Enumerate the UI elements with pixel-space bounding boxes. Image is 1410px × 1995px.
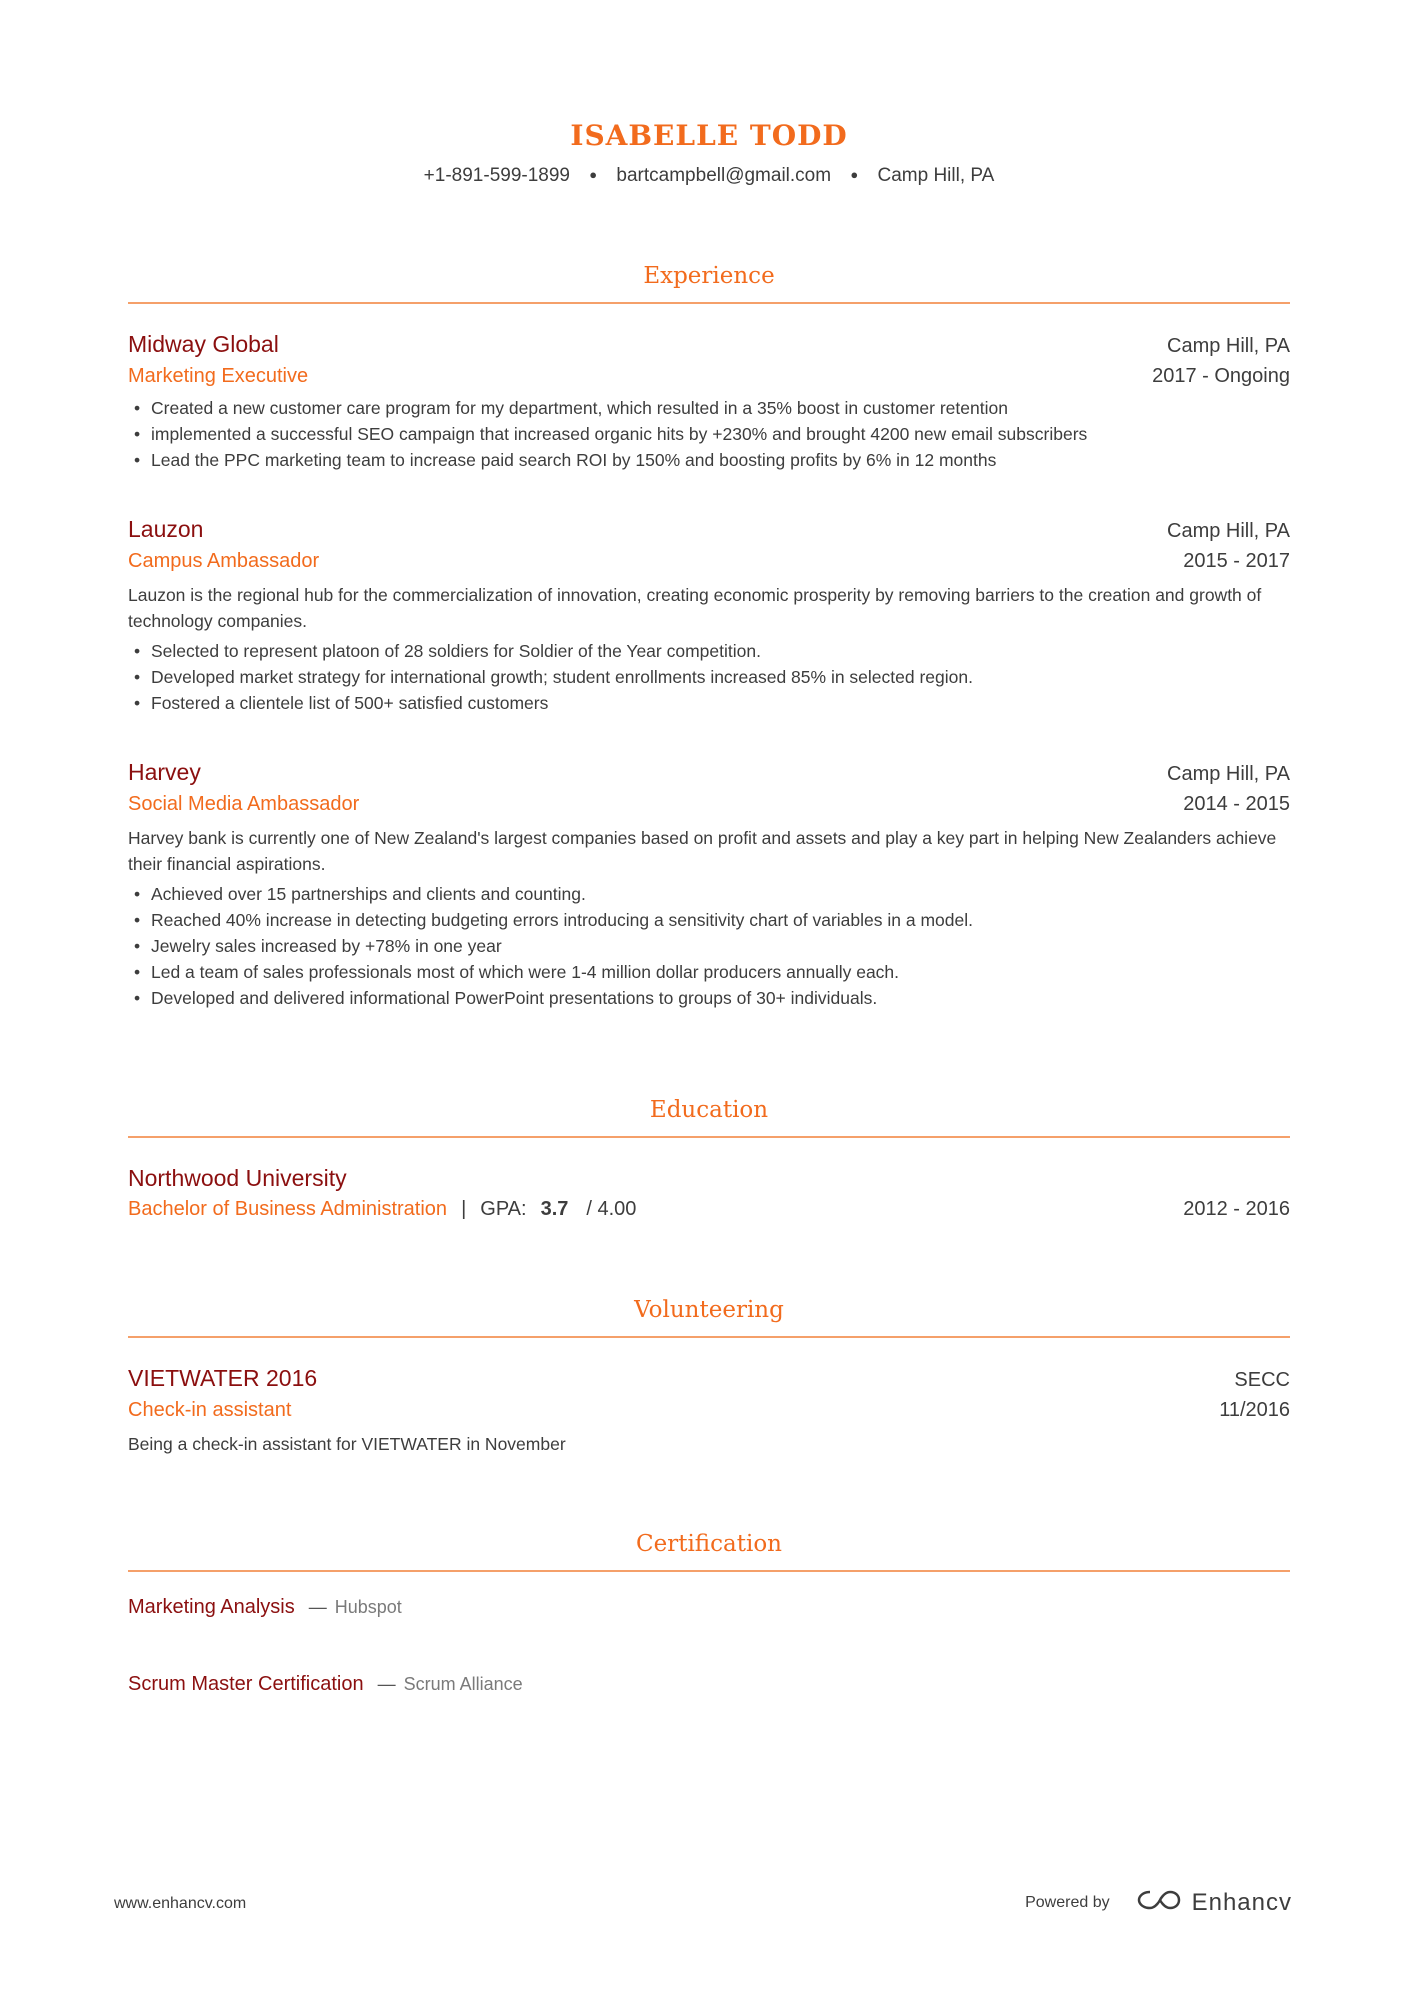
phone[interactable]: +1-891-599-1899 bbox=[423, 165, 570, 186]
volunteer-date: 11/2016 bbox=[1219, 1399, 1290, 1421]
section-title-certification: Certification bbox=[128, 1528, 1290, 1572]
list-item: • Achieved over 15 partnerships and clients and counting. bbox=[128, 881, 1290, 907]
education-entry bbox=[128, 1162, 1290, 1224]
job-dates: 2017 - Ongoing bbox=[1152, 365, 1290, 387]
certification-name: Marketing Analysis bbox=[128, 1596, 295, 1618]
resume-header bbox=[128, 0, 1290, 189]
section-title-volunteering: Volunteering bbox=[128, 1294, 1290, 1338]
experience-entry bbox=[128, 328, 1290, 473]
footer-branding bbox=[1025, 1888, 1292, 1917]
volunteer-description: Being a check-in assistant for VIETWATER in November bbox=[128, 1434, 566, 1454]
email[interactable]: bartcampbell@gmail.com bbox=[616, 165, 832, 186]
enhancv-logo-icon bbox=[1136, 1888, 1182, 1917]
list-item: • Jewelry sales increased by +78% in one year bbox=[128, 933, 1290, 959]
job-dates: 2014 - 2015 bbox=[1183, 793, 1290, 815]
dash-separator: — bbox=[377, 1674, 396, 1694]
company-description: Harvey bank is currently one of New Zealand's largest companies based on profit and assets and play a key part in helping New Zealanders achieve their financial aspirations. bbox=[128, 828, 1277, 874]
achievement-list bbox=[128, 395, 1290, 473]
job-title: Marketing Executive bbox=[128, 365, 309, 387]
degree-line bbox=[128, 1194, 636, 1224]
volunteer-location: SECC bbox=[1234, 1369, 1290, 1391]
certification-item bbox=[128, 1596, 402, 1619]
volunteering-entry bbox=[128, 1362, 1290, 1457]
job-location: Camp Hill, PA bbox=[1167, 520, 1290, 542]
list-item: • Developed market strategy for international growth; student enrollments increased 85% in selected region. bbox=[128, 664, 1290, 690]
company-description: Lauzon is the regional hub for the commercialization of innovation, creating economic prosperity by removing barriers to the creation and growth of technology companies. bbox=[128, 585, 1262, 631]
certification-item bbox=[128, 1673, 523, 1696]
separator-dot: ● bbox=[589, 167, 598, 182]
volunteer-role: Check-in assistant bbox=[128, 1399, 292, 1421]
dash-separator: — bbox=[308, 1597, 327, 1617]
gpa-label: GPA: bbox=[480, 1198, 527, 1220]
degree-title: Bachelor of Business Administration bbox=[128, 1198, 448, 1220]
footer-website[interactable]: www.enhancv.com bbox=[114, 1895, 247, 1912]
divider: | bbox=[461, 1198, 467, 1220]
education-section bbox=[128, 1094, 1290, 1224]
list-item: • implemented a successful SEO campaign that increased organic hits by +230% and brought 4200 new email subscribers bbox=[128, 421, 1290, 447]
section-title-education: Education bbox=[128, 1094, 1290, 1138]
company-name: Midway Global bbox=[128, 331, 279, 357]
separator-dot: ● bbox=[850, 167, 859, 182]
list-item: • Created a new customer care program for my department, which resulted in a 35% boost in customer retention bbox=[128, 395, 1290, 421]
education-dates: 2012 - 2016 bbox=[1183, 1198, 1290, 1220]
volunteering-section bbox=[128, 1294, 1290, 1457]
experience-entry bbox=[128, 513, 1290, 716]
list-item: • Reached 40% increase in detecting budgeting errors introducing a sensitivity chart of variables in a model. bbox=[128, 907, 1290, 933]
certification-issuer: Hubspot bbox=[334, 1597, 402, 1617]
powered-by-label: Powered by bbox=[1025, 1893, 1110, 1911]
list-item: • Fostered a clientele list of 500+ satisfied customers bbox=[128, 690, 1290, 716]
achievement-list bbox=[128, 881, 1290, 1011]
certification-issuer: Scrum Alliance bbox=[403, 1674, 523, 1694]
experience-entry bbox=[128, 756, 1290, 1011]
school-name: Northwood University bbox=[128, 1165, 347, 1191]
gpa-max: / 4.00 bbox=[586, 1198, 637, 1220]
location: Camp Hill, PA bbox=[877, 165, 995, 186]
job-location: Camp Hill, PA bbox=[1167, 335, 1290, 357]
certification-name: Scrum Master Certification bbox=[128, 1673, 364, 1695]
achievement-list bbox=[128, 638, 1290, 716]
job-title: Campus Ambassador bbox=[128, 550, 320, 572]
brand-name: Enhancv bbox=[1191, 1888, 1292, 1916]
resume-page bbox=[128, 0, 1290, 1695]
job-dates: 2015 - 2017 bbox=[1183, 550, 1290, 572]
job-location: Camp Hill, PA bbox=[1167, 763, 1290, 785]
list-item: • Lead the PPC marketing team to increase paid search ROI by 150% and boosting profits by 6% in 12 months bbox=[128, 447, 1290, 473]
experience-section bbox=[128, 260, 1290, 1011]
section-title-experience: Experience bbox=[128, 260, 1290, 304]
contact-line bbox=[128, 162, 1290, 189]
organization-name: VIETWATER 2016 bbox=[128, 1365, 318, 1391]
company-name: Lauzon bbox=[128, 516, 204, 542]
certification-section bbox=[128, 1528, 1290, 1732]
company-name: Harvey bbox=[128, 759, 201, 785]
list-item: • Developed and delivered informational PowerPoint presentations to groups of 30+ individuals. bbox=[128, 985, 1290, 1011]
job-title: Social Media Ambassador bbox=[128, 793, 360, 815]
list-item: • Led a team of sales professionals most of which were 1-4 million dollar producers annually each. bbox=[128, 959, 1290, 985]
gpa-value: 3.7 bbox=[540, 1198, 569, 1220]
candidate-name: ISABELLE TODD bbox=[570, 119, 848, 152]
list-item: • Selected to represent platoon of 28 soldiers for Soldier of the Year competition. bbox=[128, 638, 1290, 664]
